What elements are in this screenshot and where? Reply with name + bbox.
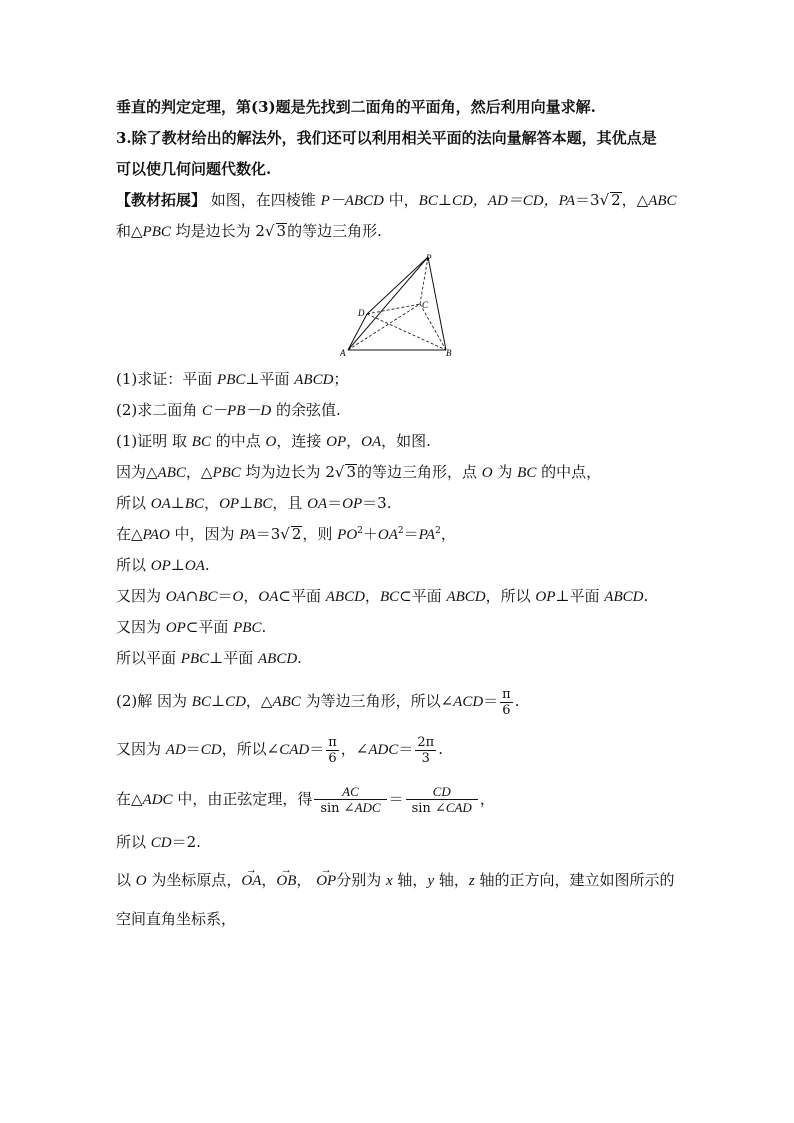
- pyramid-figure: [340, 252, 470, 362]
- text-run: ＝: [309, 740, 325, 758]
- text-run: .: [438, 740, 443, 758]
- exponent: 2: [357, 526, 363, 536]
- math-run: OP: [326, 434, 347, 450]
- text-run: ，△: [245, 692, 273, 710]
- math-run: ABC: [648, 193, 677, 209]
- text-run: ，如图.: [381, 432, 431, 450]
- text-run: 3.除了教材给出的解法外，我们还可以利用相关平面的法向量解答本题，其优点是: [116, 129, 657, 147]
- edge-AD: [348, 314, 367, 350]
- math-run: BC: [198, 589, 218, 605]
- text-run: 和△: [116, 222, 143, 240]
- text-run: ⊥平面: [555, 587, 605, 605]
- proof-line-8: [116, 647, 302, 670]
- question-2: [116, 399, 341, 422]
- text-run: ，连接: [276, 432, 327, 450]
- edge-DB: [367, 314, 446, 350]
- solution-line-5: [116, 869, 675, 892]
- fraction: [500, 687, 513, 718]
- vector-OP: → OP: [316, 870, 336, 892]
- math-run: ABCD: [258, 651, 298, 667]
- edge-PC: [420, 257, 428, 304]
- math-run: PO: [337, 527, 358, 543]
- math-run: ACD: [453, 694, 484, 710]
- text-run: 中，由正弦定理，得: [172, 790, 313, 808]
- section-tag: 【教材拓展】: [116, 191, 207, 209]
- proof-line-1: [116, 430, 431, 453]
- text-run: 所以: [116, 833, 151, 851]
- math-run: PBC: [233, 620, 262, 636]
- math-run: CAD: [445, 800, 472, 815]
- proof-line-3: [116, 492, 391, 515]
- solution-line-3: [116, 783, 495, 816]
- label-B: B: [446, 348, 452, 358]
- text-run: ，: [296, 871, 317, 889]
- math-run: P－ABCD: [320, 193, 384, 209]
- text-run: ，且: [272, 494, 308, 512]
- fraction-numerator: 2π: [417, 734, 435, 750]
- math-run: PBC: [217, 372, 246, 388]
- text-run: .: [261, 618, 267, 636]
- label-D: D: [358, 308, 365, 318]
- text-run: 为等边三角形，所以∠: [300, 692, 454, 710]
- math-run: OA: [377, 527, 398, 543]
- vector-OA: → OA: [241, 870, 261, 892]
- text-run: sin ∠: [411, 801, 446, 816]
- math-run: O: [265, 434, 277, 450]
- text-run: 为坐标原点，: [146, 871, 242, 889]
- math-run: O: [481, 465, 493, 481]
- text-run: ，: [346, 432, 362, 450]
- solution-line-6: [116, 908, 236, 930]
- text-run: .: [643, 587, 649, 605]
- text-run: ，△: [185, 463, 213, 481]
- text-run: ＝: [388, 790, 404, 808]
- fraction-denominator: 3: [421, 750, 430, 766]
- math-run: ADC: [354, 800, 381, 815]
- text-run: ，: [261, 871, 277, 889]
- text-run: 所以: [116, 556, 151, 574]
- math-run: O: [135, 873, 147, 889]
- math-run: OA: [307, 496, 328, 512]
- text-run: ⊥平面: [245, 370, 295, 388]
- math-run: BC: [517, 465, 537, 481]
- text-run: ＋: [362, 525, 378, 543]
- edge-PB: [428, 257, 446, 350]
- fraction-numerator: CD: [406, 784, 478, 800]
- text-run: ＝: [327, 494, 343, 512]
- proof-line-4: 在△PAO 中，因为 PA＝3√ 2，则 $PO^2+OA^2=PA^2$，: [116, 525, 456, 543]
- math-run: ABCD: [294, 372, 334, 388]
- math-run: PBC: [180, 651, 210, 667]
- math-run: PA: [239, 527, 256, 543]
- math-run: y: [427, 873, 435, 889]
- text-run: sin ∠: [320, 801, 355, 816]
- math-run: ABCD: [325, 589, 365, 605]
- text-run: 分别为: [336, 871, 386, 889]
- text-run: ，∠: [340, 740, 369, 758]
- text-run: (2)求二面角: [116, 401, 203, 419]
- text-run: 可以使几何问题代数化.: [116, 160, 272, 178]
- text-run: ⊥: [170, 556, 185, 574]
- sqrt-radicand: 3: [276, 222, 287, 240]
- math-run: PBC: [212, 465, 241, 481]
- extension-problem-line-2: 和△PBC 均是边长为 2√ 3的等边三角形.: [116, 222, 382, 240]
- text-run: 轴的正方向，建立如图所示的: [474, 871, 675, 889]
- text-run: 的余弦值.: [271, 401, 341, 419]
- text-run: ＝: [403, 525, 419, 543]
- fraction-denominator: 6: [502, 702, 511, 718]
- sqrt-radicand: 2: [291, 525, 302, 543]
- text-run: 所以: [116, 494, 151, 512]
- math-run: AD: [165, 742, 186, 758]
- proof-line-2: 因为△ABC，△PBC 均为边长为 2√ 3的等边三角形，点 O 为 BC 的中点，: [116, 463, 602, 481]
- math-run: x: [385, 873, 393, 889]
- math-run: OA: [184, 558, 205, 574]
- math-run: O: [232, 589, 244, 605]
- solution-line-2: [116, 733, 443, 766]
- vector-OB: → OB: [276, 870, 296, 892]
- math-run: OA: [361, 434, 382, 450]
- math-run: CAD: [279, 742, 310, 758]
- text-run: 所以平面: [116, 649, 181, 667]
- text-run: 的中点，: [536, 463, 602, 481]
- text-run: 在△: [116, 790, 143, 808]
- math-run: ADC: [368, 742, 399, 758]
- math-run: CD: [225, 694, 246, 710]
- question-1: [116, 368, 348, 391]
- math-run: z: [468, 873, 475, 889]
- label-A: A: [340, 348, 346, 358]
- edge-PA: [348, 257, 428, 350]
- text-run: ，所以∠: [221, 740, 280, 758]
- text-run: 均是边长为 2: [170, 222, 265, 240]
- text-run: 轴，: [392, 871, 428, 889]
- text-run: 均为边长为 2: [240, 463, 335, 481]
- text-run: ⊥: [210, 692, 226, 710]
- text-run: ＝2.: [171, 833, 201, 851]
- math-run: BC: [191, 434, 211, 450]
- math-run: BC: [191, 694, 211, 710]
- text-run: ⊥平面: [209, 649, 258, 667]
- text-run: ，: [204, 494, 220, 512]
- proof-line-7: [116, 616, 266, 639]
- math-run: ABC: [157, 465, 186, 481]
- text-run: ＝: [398, 740, 414, 758]
- text-run: ⊥: [239, 494, 254, 512]
- text-run: ，所以: [485, 587, 536, 605]
- math-run: PAO: [142, 527, 170, 543]
- exponent: 2: [397, 526, 404, 536]
- text-run: ，: [479, 790, 495, 808]
- exponent: 2: [435, 526, 441, 536]
- math-run: C－PB－D: [202, 403, 272, 419]
- proof-label: (1)证明: [116, 432, 168, 450]
- math-run: BC⊥CD，AD＝CD，PA: [418, 193, 576, 209]
- text-run: ＝3.: [362, 494, 392, 512]
- solution-line-1: [116, 685, 520, 718]
- paragraph-line-2: [116, 127, 657, 149]
- text-run: .: [514, 692, 520, 710]
- fraction-numerator: AC: [314, 784, 386, 800]
- text-run: .: [204, 556, 210, 574]
- fraction: [406, 784, 478, 816]
- text-run: 因为△: [116, 463, 158, 481]
- math-run: CD: [200, 742, 222, 758]
- solution-line-4: [116, 831, 201, 854]
- text-run: ⊂平面: [185, 618, 234, 636]
- paragraph-line-1: [116, 96, 596, 118]
- sqrt-radicand: 2: [611, 191, 621, 209]
- fraction: [314, 784, 386, 816]
- text-run: 为: [492, 463, 518, 481]
- text-run: 中，因为: [169, 525, 240, 543]
- math-run: ABCD: [446, 589, 486, 605]
- math-run: CD: [150, 835, 172, 851]
- text-run: 在△: [116, 525, 143, 543]
- text-run: .: [297, 649, 302, 667]
- fraction: [326, 735, 339, 766]
- fraction-denominator: 6: [328, 750, 337, 766]
- label-P: P: [426, 253, 432, 263]
- math-run: OA: [258, 589, 279, 605]
- math-run: OP: [150, 558, 171, 574]
- text-run: 的等边三角形，点: [356, 463, 482, 481]
- text-run: ，则: [302, 525, 338, 543]
- proof-line-5: [116, 554, 210, 577]
- text-run: 又因为: [116, 618, 166, 636]
- sqrt-radicand: 3: [346, 463, 356, 481]
- text-run: ，: [364, 587, 380, 605]
- edge-CB: [420, 304, 446, 350]
- text-run: 以: [116, 871, 136, 889]
- math-run: ABCD: [604, 589, 644, 605]
- math-run: OA: [165, 589, 186, 605]
- text-run: ；: [333, 370, 349, 388]
- text-run: 的等边三角形.: [287, 222, 382, 240]
- solution-label: (2)解: [116, 692, 153, 710]
- text-run: 因为: [152, 692, 192, 710]
- text-run: (1)求证：平面: [116, 370, 218, 388]
- fraction-denominator: [314, 800, 386, 816]
- text-run: ，: [440, 525, 456, 543]
- math-run: ABC: [272, 694, 301, 710]
- text-run: 取: [167, 432, 192, 450]
- fraction-denominator: [406, 800, 478, 816]
- text-run: 轴，: [434, 871, 469, 889]
- math-run: OP: [219, 496, 240, 512]
- text-run: ＝: [185, 740, 201, 758]
- edge-PD: [367, 257, 428, 314]
- text-run: ，△: [621, 191, 649, 209]
- text-run: 如图，在四棱锥: [206, 191, 321, 209]
- text-run: 又因为: [116, 587, 166, 605]
- math-run: BC: [253, 496, 273, 512]
- paragraph-line-3: [116, 158, 271, 180]
- text-run: ＝3: [575, 191, 600, 209]
- math-run: OP: [535, 589, 556, 605]
- text-run: 的中点: [210, 432, 266, 450]
- fraction: [415, 735, 436, 766]
- text-run: 中，: [383, 191, 419, 209]
- math-run: PBC: [142, 224, 171, 240]
- extension-problem-line-1: 【教材拓展】 如图，在四棱锥 P－ABCD 中，BC⊥CD，AD＝CD，PA＝3√ 2，△ABC: [116, 191, 677, 209]
- text-run: ⊂平面: [278, 587, 326, 605]
- text-run: ⊥: [170, 494, 185, 512]
- fraction-numerator: π: [328, 734, 337, 750]
- text-run: ∩: [185, 587, 199, 605]
- text-run: ＝: [483, 692, 499, 710]
- math-run: PA: [418, 527, 436, 543]
- math-run: ADC: [142, 792, 173, 808]
- math-run: OP: [342, 496, 363, 512]
- math-run: OA: [150, 496, 171, 512]
- math-run: BC: [379, 589, 400, 605]
- text-run: ⊂平面: [399, 587, 447, 605]
- text-run: 空间直角坐标系，: [116, 910, 237, 928]
- label-C: C: [422, 300, 429, 310]
- math-run: OP: [165, 620, 186, 636]
- proof-line-6: [116, 585, 648, 608]
- fraction-numerator: π: [502, 686, 511, 702]
- text-run: ＝3: [255, 525, 281, 543]
- text-run: 垂直的判定定理，第(3)题是先找到二面角的平面角，然后利用向量求解.: [116, 98, 596, 116]
- math-run: BC: [184, 496, 205, 512]
- text-run: ，: [243, 587, 259, 605]
- text-run: ＝: [217, 587, 233, 605]
- text-run: 又因为: [116, 740, 166, 758]
